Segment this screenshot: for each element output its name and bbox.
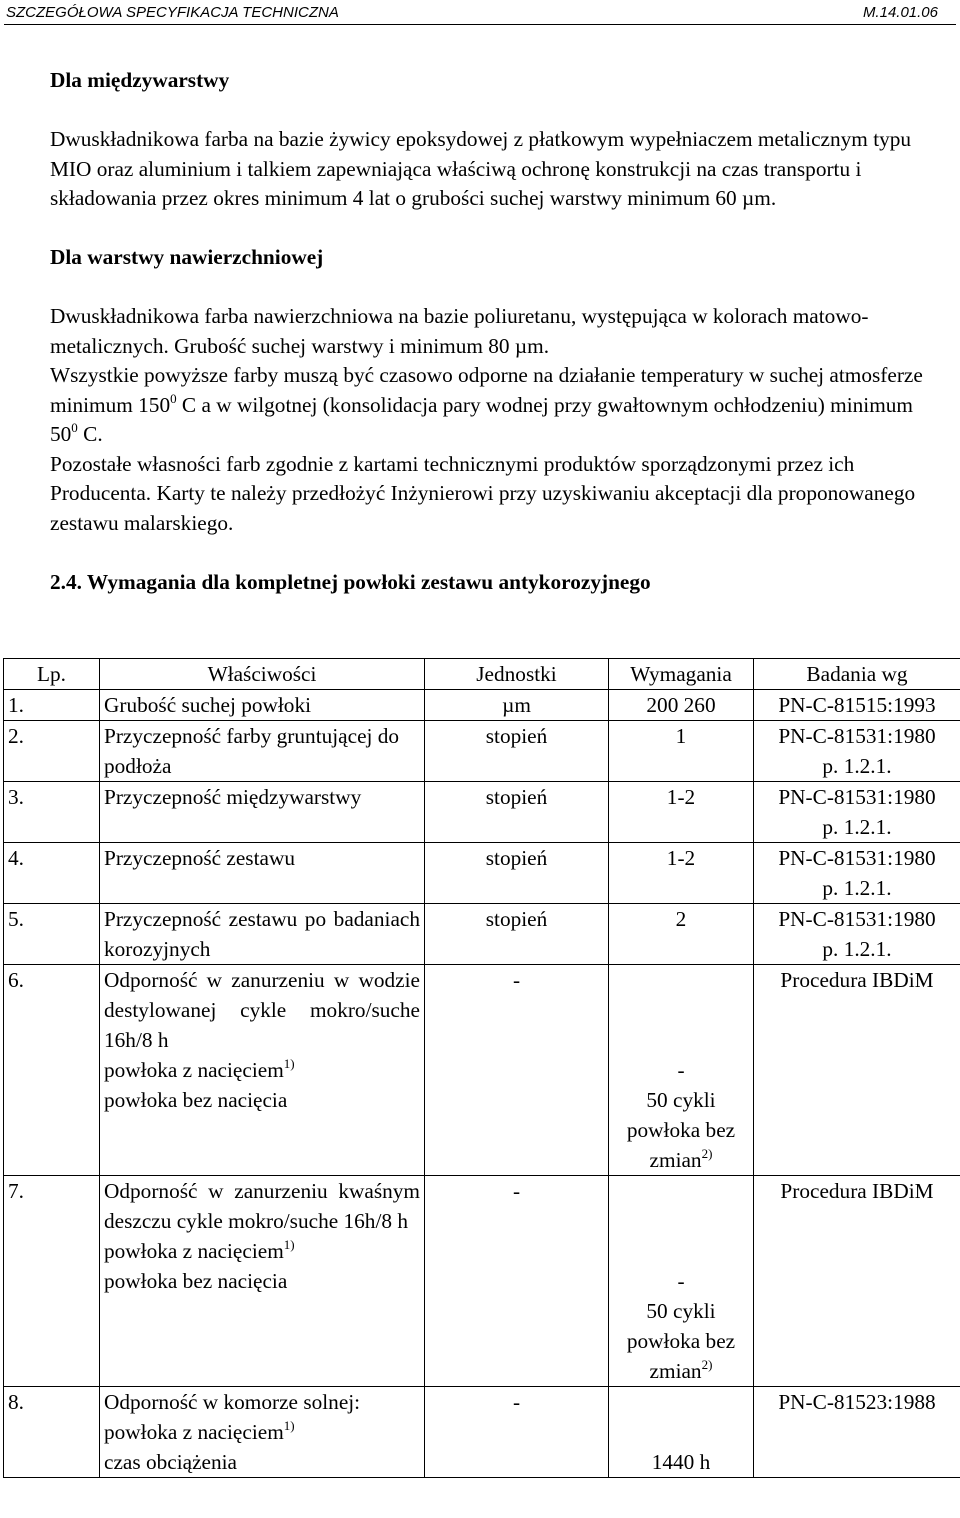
col-header-unit: Jednostki [425, 659, 609, 690]
table-row: 7. Odporność w zanurzeniu kwaśnym deszczu cykle mokro/suche 16h/8 h powłoka z nacięciem$^{1)}$ powłoka bez nacięcia - - 50 cykli powłoka bez zmian$^{2)}$ Procedura IBDiM [4, 1176, 960, 1387]
paragraph-properties: Pozostałe własności farb zgodnie z kartami technicznymi produktów sporządzonymi przez ich Producenta. Karty te należy przedłożyć Inżynierowi przy uzyskiwaniu akceptacji dla proponowanego zestawu malarskiego. [50, 451, 916, 535]
table-row: 3. Przyczepność międzywarstwy stopień 1-2 PN-C-81531:1980 p. 1.2.1. [4, 782, 960, 843]
requirements-table [3, 658, 960, 1478]
table-row: 1. Grubość suchej powłoki µm 200 260 PN-C-81515:1993 [4, 690, 960, 721]
col-header-standard: Badania wg [754, 659, 960, 690]
table-row: 6. Odporność w zanurzeniu w wodzie destylowanej cykle mokro/suche 16h/8 h powłoka z nacięciem$^{1)}$ powłoka bez nacięcia - - 50 cykli powłoka bez zmian$^{2)}$ Procedura IBDiM [4, 965, 960, 1176]
page-header [0, 0, 960, 26]
table-row: 8. Odporność w komorze solnej: powłoka z nacięciem$^{1)}$ czas obciążenia - 1440 h PN-C-81523:1988 [4, 1387, 960, 1478]
table-row: 5. Przyczepność zestawu po badaniach korozyjnych stopień 2 PN-C-81531:1980 p. 1.2.1. [4, 904, 960, 965]
heading-requirements: 2.4. Wymagania dla kompletnej powłoki zestawu antykorozyjnego [50, 569, 651, 594]
header-rule [4, 24, 956, 25]
col-header-property: Właściwości [100, 659, 425, 690]
heading-midlayer: Dla międzywarstwy [50, 68, 230, 92]
header-code: M.14.01.06 [862, 4, 938, 21]
col-header-lp: Lp. [4, 659, 100, 690]
table-row: 4. Przyczepność zestawu stopień 1-2 PN-C-81531:1980 p. 1.2.1. [4, 843, 960, 904]
paragraph-midlayer: Dwuskładnikowa farba na bazie żywicy epoksydowej z płatkowym wypełniaczem metalicznym typu MIO oraz aluminium i talkiem zapewniająca właściwą ochronę konstrukcji na czas transportu i składowania przez okres minimum 4 lat o grubości suchej warstwy minimum 60 µm. [50, 127, 912, 210]
paragraph-topcoat: Dwuskładnikowa farba nawierzchniowa na bazie poliuretanu, występująca w kolorach matowo-metalicznych. Grubość suchej warstwy i minimum 80 µm. [50, 304, 869, 358]
heading-topcoat: Dla warstwy nawierzchniowej [50, 245, 324, 269]
header-title: SZCZEGÓŁOWA SPECYFIKACJA TECHNICZNA [6, 4, 339, 21]
document-body [50, 66, 930, 597]
table-row: 2. Przyczepność farby gruntującej do podłoża stopień 1 PN-C-81531:1980 p. 1.2.1. [4, 721, 960, 782]
paragraph-temperature: Wszystkie powyższe farby muszą być czasowo odporne na działanie temperatury w suchej atmosferze minimum $150^0$ C a w wilgotnej (konsolidacja pary wodnej przy gwałtownym ochłodzeniu) minimum $50^0$ C. [50, 363, 923, 446]
col-header-requirement: Wymagania [609, 659, 754, 690]
table-header-row [4, 659, 960, 690]
